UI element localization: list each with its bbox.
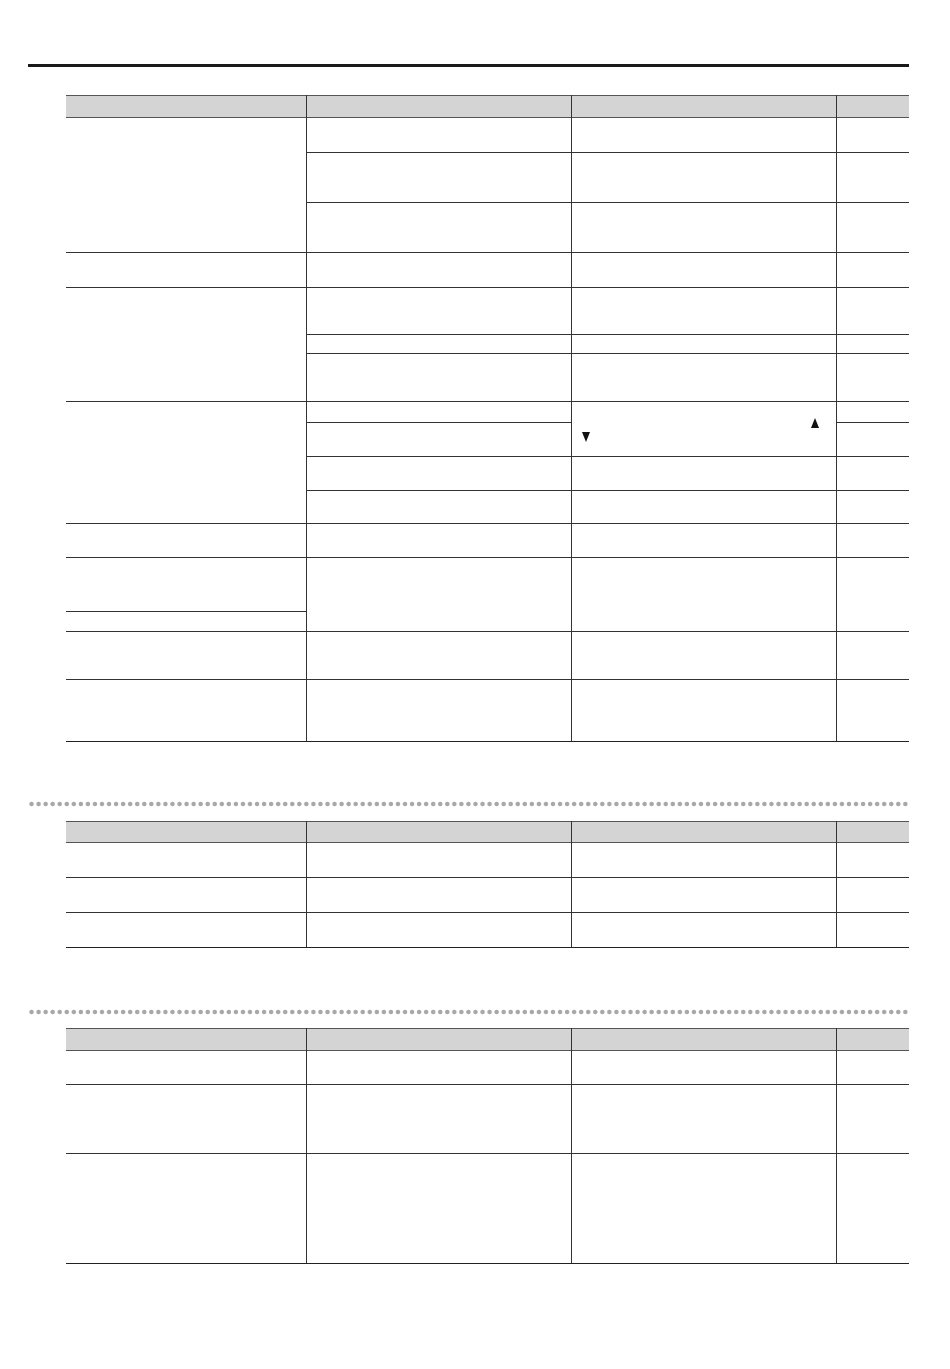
dotted-separator bbox=[28, 1009, 909, 1015]
table-1 bbox=[66, 95, 909, 742]
row-divider bbox=[306, 334, 909, 335]
row-divider bbox=[66, 877, 909, 878]
column-divider bbox=[571, 1028, 572, 1264]
table-bottom-rule bbox=[66, 1263, 909, 1264]
row-divider bbox=[66, 401, 909, 402]
page-top-rule bbox=[28, 64, 909, 67]
column-divider bbox=[836, 821, 837, 948]
table-3-header bbox=[66, 1028, 909, 1051]
row-divider bbox=[306, 422, 571, 423]
row-divider bbox=[306, 490, 909, 491]
row-divider bbox=[66, 523, 909, 524]
row-divider bbox=[306, 152, 909, 153]
row-divider bbox=[66, 287, 909, 288]
row-divider bbox=[66, 252, 909, 253]
column-divider bbox=[306, 821, 307, 948]
table-bottom-rule bbox=[66, 741, 909, 742]
table-1-header bbox=[66, 95, 909, 118]
row-divider bbox=[66, 557, 909, 558]
column-divider bbox=[571, 821, 572, 948]
row-divider bbox=[66, 1084, 909, 1085]
column-divider bbox=[836, 95, 837, 741]
row-divider bbox=[306, 456, 909, 457]
triangle-up-icon bbox=[811, 418, 819, 428]
dotted-separator bbox=[28, 801, 909, 807]
row-divider bbox=[66, 679, 909, 680]
row-divider bbox=[66, 631, 909, 632]
column-divider bbox=[836, 1028, 837, 1264]
table-bottom-rule bbox=[66, 947, 909, 948]
column-divider bbox=[306, 1028, 307, 1264]
table-2-header bbox=[66, 821, 909, 843]
row-divider bbox=[306, 202, 909, 203]
row-divider bbox=[66, 912, 909, 913]
row-divider bbox=[66, 611, 306, 612]
triangle-down-icon bbox=[582, 432, 590, 442]
table-2 bbox=[66, 821, 909, 949]
row-divider bbox=[66, 1153, 909, 1154]
column-divider bbox=[306, 95, 307, 741]
table-3 bbox=[66, 1028, 909, 1265]
row-divider bbox=[306, 353, 909, 354]
column-divider bbox=[571, 95, 572, 741]
row-divider bbox=[836, 422, 909, 423]
